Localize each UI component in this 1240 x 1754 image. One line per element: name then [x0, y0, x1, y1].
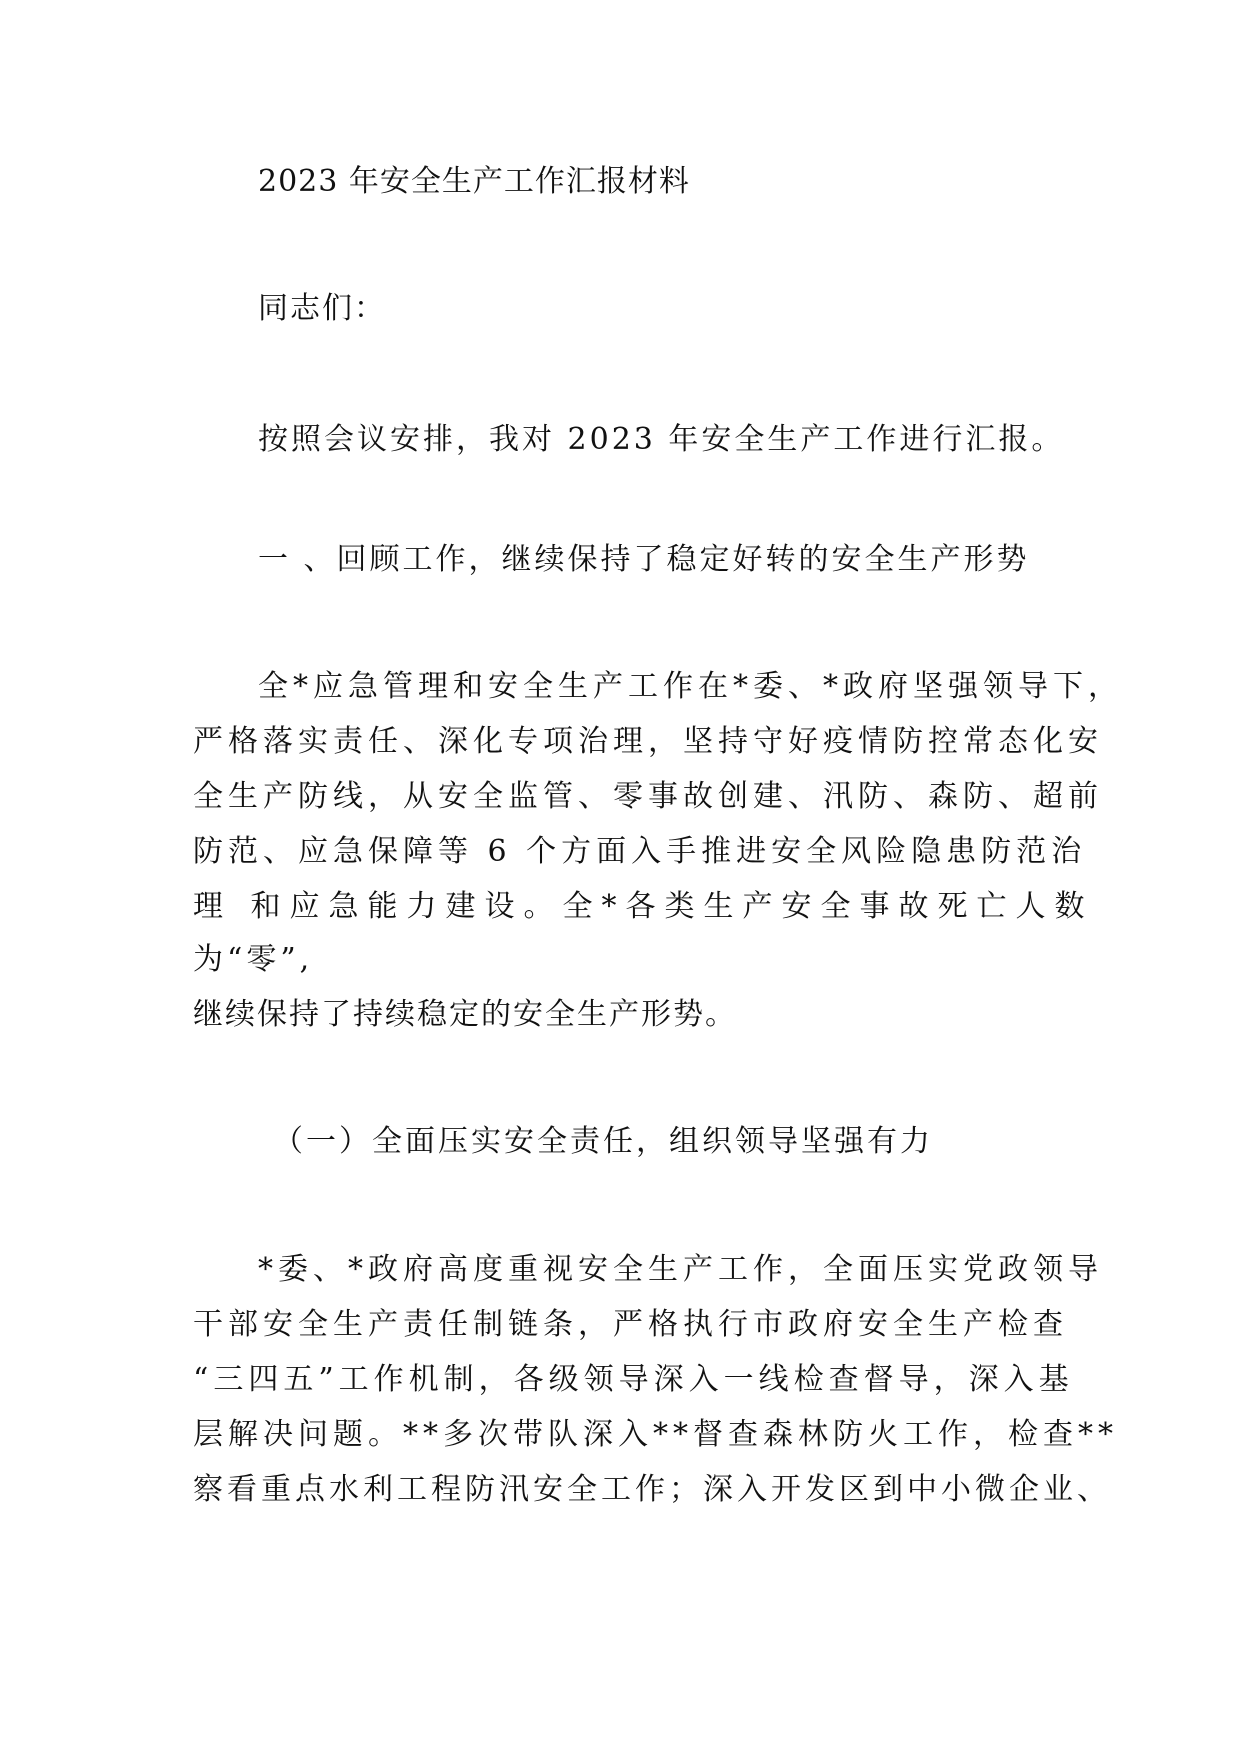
paragraph-one-line: 全*应急管理和安全生产工作在*委、*政府坚强领导下，: [258, 669, 1123, 704]
paragraph-one-line: 继续保持了持续稳定的安全生产形势。: [193, 997, 737, 1032]
subsection-heading: （一）全面压实安全责任，组织领导坚强有力: [273, 1124, 933, 1159]
paragraph-one-line: 防范、应急保障等 6 个方面入手推进安全风险隐患防范治: [193, 834, 1087, 869]
document-title: 2023 年安全生产工作汇报材料: [258, 164, 690, 199]
paragraph-two-line: 干部安全生产责任制链条，严格执行市政府安全生产检查: [193, 1307, 1068, 1342]
salutation: 同志们：: [258, 291, 386, 326]
section-heading-one: 一 、回顾工作，继续保持了稳定好转的安全生产形势: [258, 542, 1030, 577]
paragraph-two-line: *委、*政府高度重视安全生产工作，全面压实党政领导: [258, 1252, 1103, 1287]
paragraph-two-line: 层解决问题。**多次带队深入**督查森林防火工作，检查**: [193, 1417, 1118, 1452]
paragraph-one-line: 为“零”,: [193, 942, 314, 977]
paragraph-one-line: 严格落实责任、深化专项治理，坚持守好疫情防控常态化安: [193, 724, 1103, 759]
intro-paragraph: 按照会议安排，我对 2023 年安全生产工作进行汇报。: [258, 422, 1065, 457]
paragraph-one-line: 理 和应急能力建设。全*各类生产安全事故死亡人数: [193, 889, 1094, 924]
paragraph-two-line: 察看重点水利工程防汛安全工作；深入开发区到中小微企业、: [193, 1472, 1111, 1507]
paragraph-two-line: “三四五”工作机制，各级领导深入一线检查督导，深入基: [193, 1362, 1074, 1397]
paragraph-one-line: 全生产防线，从安全监管、零事故创建、汛防、森防、超前: [193, 779, 1103, 814]
